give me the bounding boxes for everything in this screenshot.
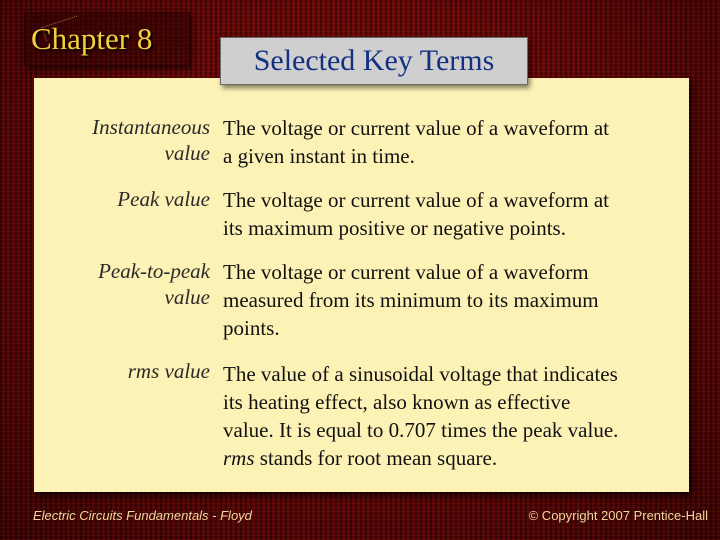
term-definition [223,360,683,472]
definition-line: its maximum positive or negative points. [223,216,566,240]
definition-line: The value of a sinusoidal voltage that indicates [223,362,618,386]
term-line: Peak-to-peak [98,259,210,283]
definition-line: value. It is equal to 0.707 times the peak value. [223,418,619,442]
slide-title-box [220,37,528,85]
definition-line: points. [223,316,280,340]
definition-line: its heating effect, also known as effective [223,390,571,414]
term-definition [223,114,683,170]
term-label [40,114,210,166]
footer-copyright: © Copyright 2007 Prentice-Hall [528,508,708,523]
term-line: value [164,141,210,165]
rms-abbreviation: rms [223,446,255,470]
term-line: rms value [127,359,210,383]
definition-line: The voltage or current value of a waveform at [223,188,609,212]
definition-line: measured from its minimum to its maximum [223,288,599,312]
term-label [40,258,210,310]
footer-book-title: Electric Circuits Fundamentals - Floyd [33,508,252,523]
definition-line [223,444,683,472]
chapter-badge [24,12,190,66]
slide-title: Selected Key Terms [253,44,495,77]
definition-line: The voltage or current value of a waveform at [223,116,609,140]
definition-line: The voltage or current value of a waveform [223,260,589,284]
term-line: value [164,285,210,309]
term-label [40,186,210,212]
chapter-title: Chapter 8 [31,21,153,56]
definition-line: a given instant in time. [223,144,415,168]
term-definition [223,186,683,242]
term-line: Peak value [117,187,210,211]
definition-line-tail: stands for root mean square. [259,446,498,470]
term-line: Instantaneous [92,115,210,139]
term-definition [223,258,683,342]
term-label [40,358,210,384]
